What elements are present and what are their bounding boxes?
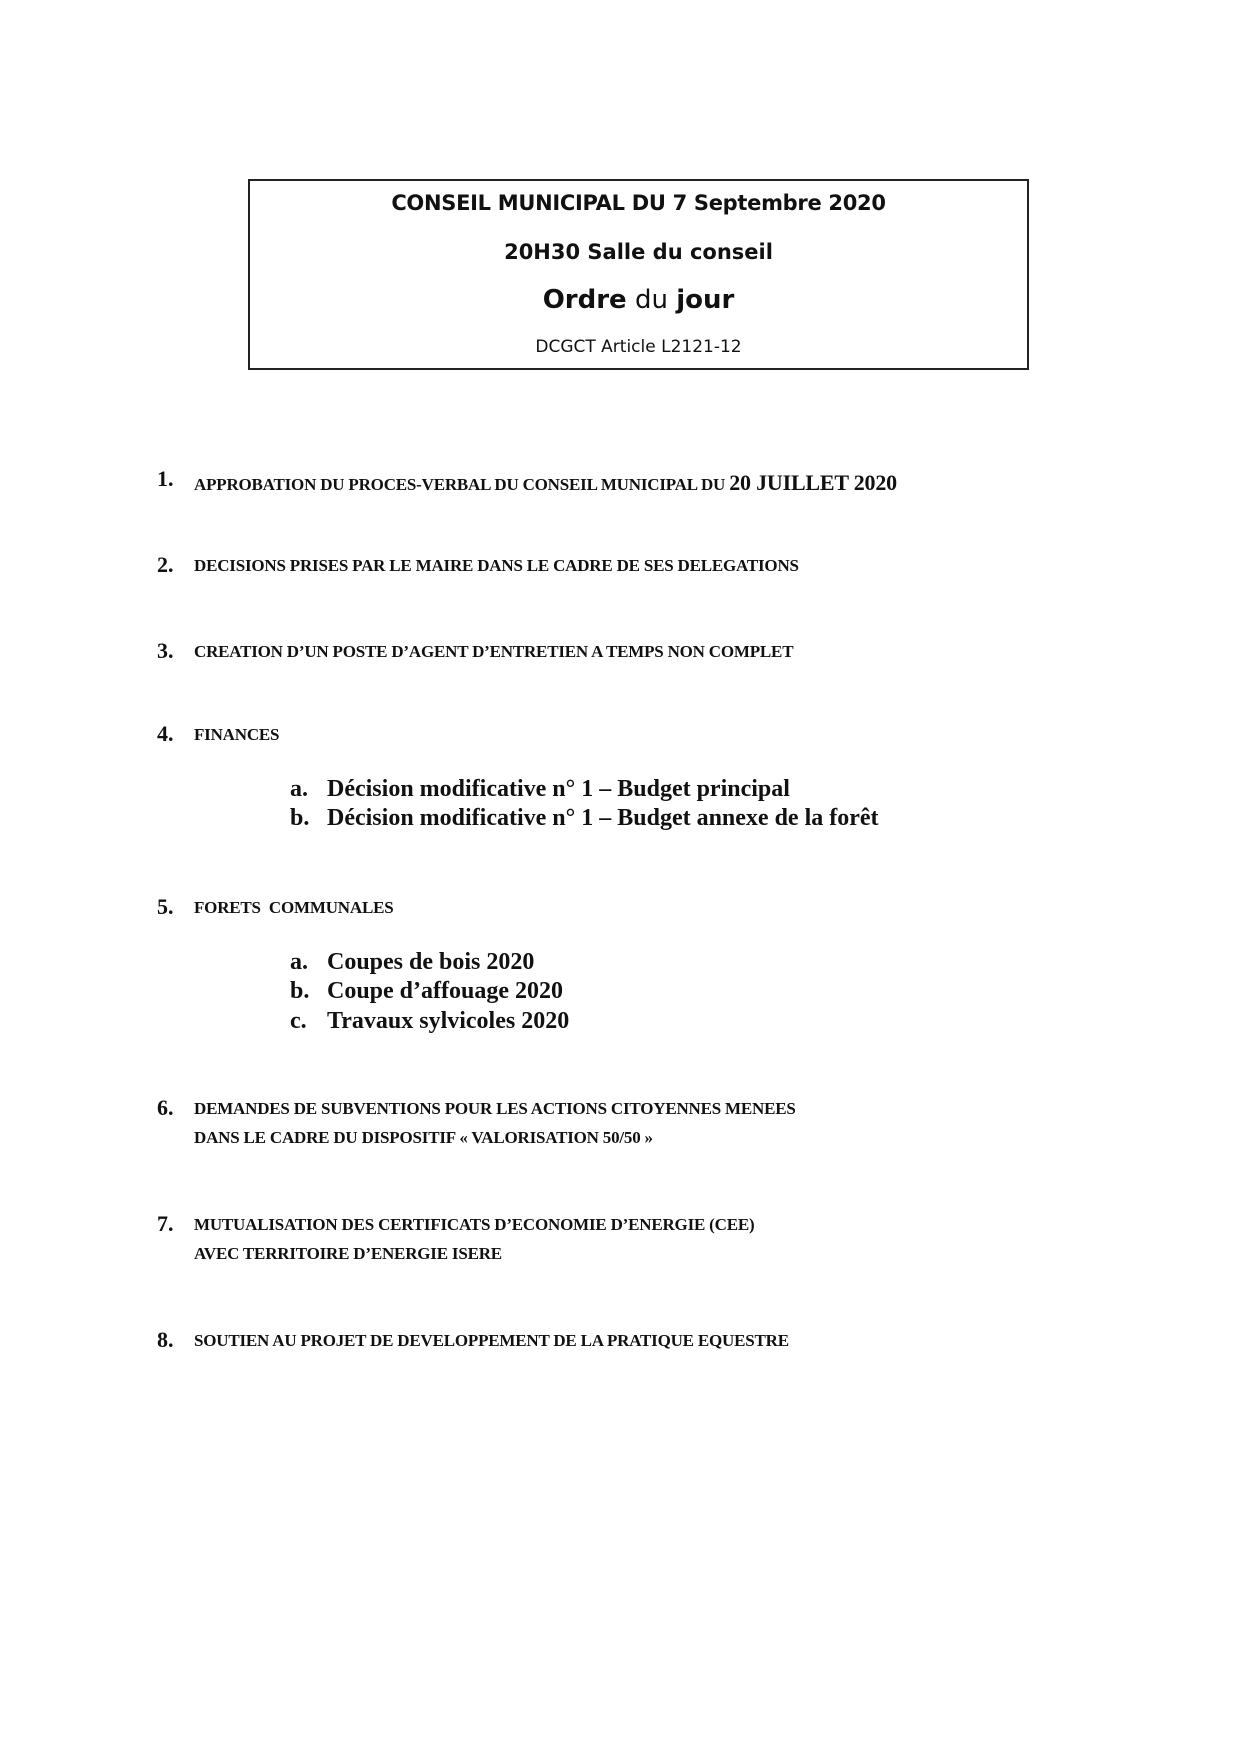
item-number: 3. xyxy=(157,638,174,663)
sub-text: Travaux sylvicoles 2020 xyxy=(327,1008,570,1034)
item-text: DECISIONS PRISES PAR LE MAIRE DANS LE CADRE DE SES DELEGATIONS xyxy=(194,556,799,575)
item-number: 7. xyxy=(157,1211,174,1236)
item-text: FINANCES xyxy=(194,725,280,744)
item-text: SOUTIEN AU PROJET DE DEVELOPPEMENT DE LA PRATIQUE EQUESTRE xyxy=(194,1331,789,1350)
agenda-word: jour xyxy=(676,285,735,315)
header-box xyxy=(248,179,1029,370)
item-text-date: 20 JUILLET 2020 xyxy=(729,470,897,495)
meeting-title: CONSEIL MUNICIPAL DU 7 Septembre 2020 xyxy=(391,191,886,215)
agenda-heading xyxy=(250,285,1027,315)
sub-letter: b. xyxy=(290,978,310,1004)
item-text-line2: DANS LE CADRE DU DISPOSITIF « VALORISATION 50/50 » xyxy=(194,1128,653,1147)
sub-text: Coupes de bois 2020 xyxy=(327,949,535,975)
sub-text: Décision modificative n° 1 – Budget principal xyxy=(327,776,790,802)
item-text-line1: MUTUALISATION DES CERTIFICATS D’ECONOMIE D’ENERGIE (CEE) xyxy=(194,1215,755,1234)
sub-letter: a. xyxy=(290,776,308,802)
item-number: 1. xyxy=(157,466,174,491)
item-text: CREATION D’UN POSTE D’AGENT D’ENTRETIEN A TEMPS NON COMPLET xyxy=(194,642,794,661)
item-number: 4. xyxy=(157,721,174,746)
sub-letter: b. xyxy=(290,805,310,831)
sub-letter: a. xyxy=(290,949,308,975)
legal-reference: DCGCT Article L2121-12 xyxy=(535,337,742,357)
item-text-main: APPROBATION DU PROCES-VERBAL DU CONSEIL MUNICIPAL DU xyxy=(194,475,726,494)
meeting-time-place: 20H30 Salle du conseil xyxy=(504,240,773,264)
item-text: FORETS COMMUNALES xyxy=(194,898,394,917)
item-number: 5. xyxy=(157,894,174,919)
item-text xyxy=(194,470,897,496)
agenda-word: du xyxy=(634,285,668,315)
item-number: 2. xyxy=(157,552,174,577)
sub-letter: c. xyxy=(290,1008,307,1034)
agenda-word: Ordre xyxy=(542,285,627,315)
sub-text: Coupe d’affouage 2020 xyxy=(327,978,564,1004)
item-text-line1: DEMANDES DE SUBVENTIONS POUR LES ACTIONS CITOYENNES MENEES xyxy=(194,1099,796,1118)
item-number: 8. xyxy=(157,1327,174,1352)
sub-text: Décision modificative n° 1 – Budget annexe de la forêt xyxy=(327,805,879,831)
item-text-line2: AVEC TERRITOIRE D’ENERGIE ISERE xyxy=(194,1244,502,1263)
item-number: 6. xyxy=(157,1095,174,1120)
